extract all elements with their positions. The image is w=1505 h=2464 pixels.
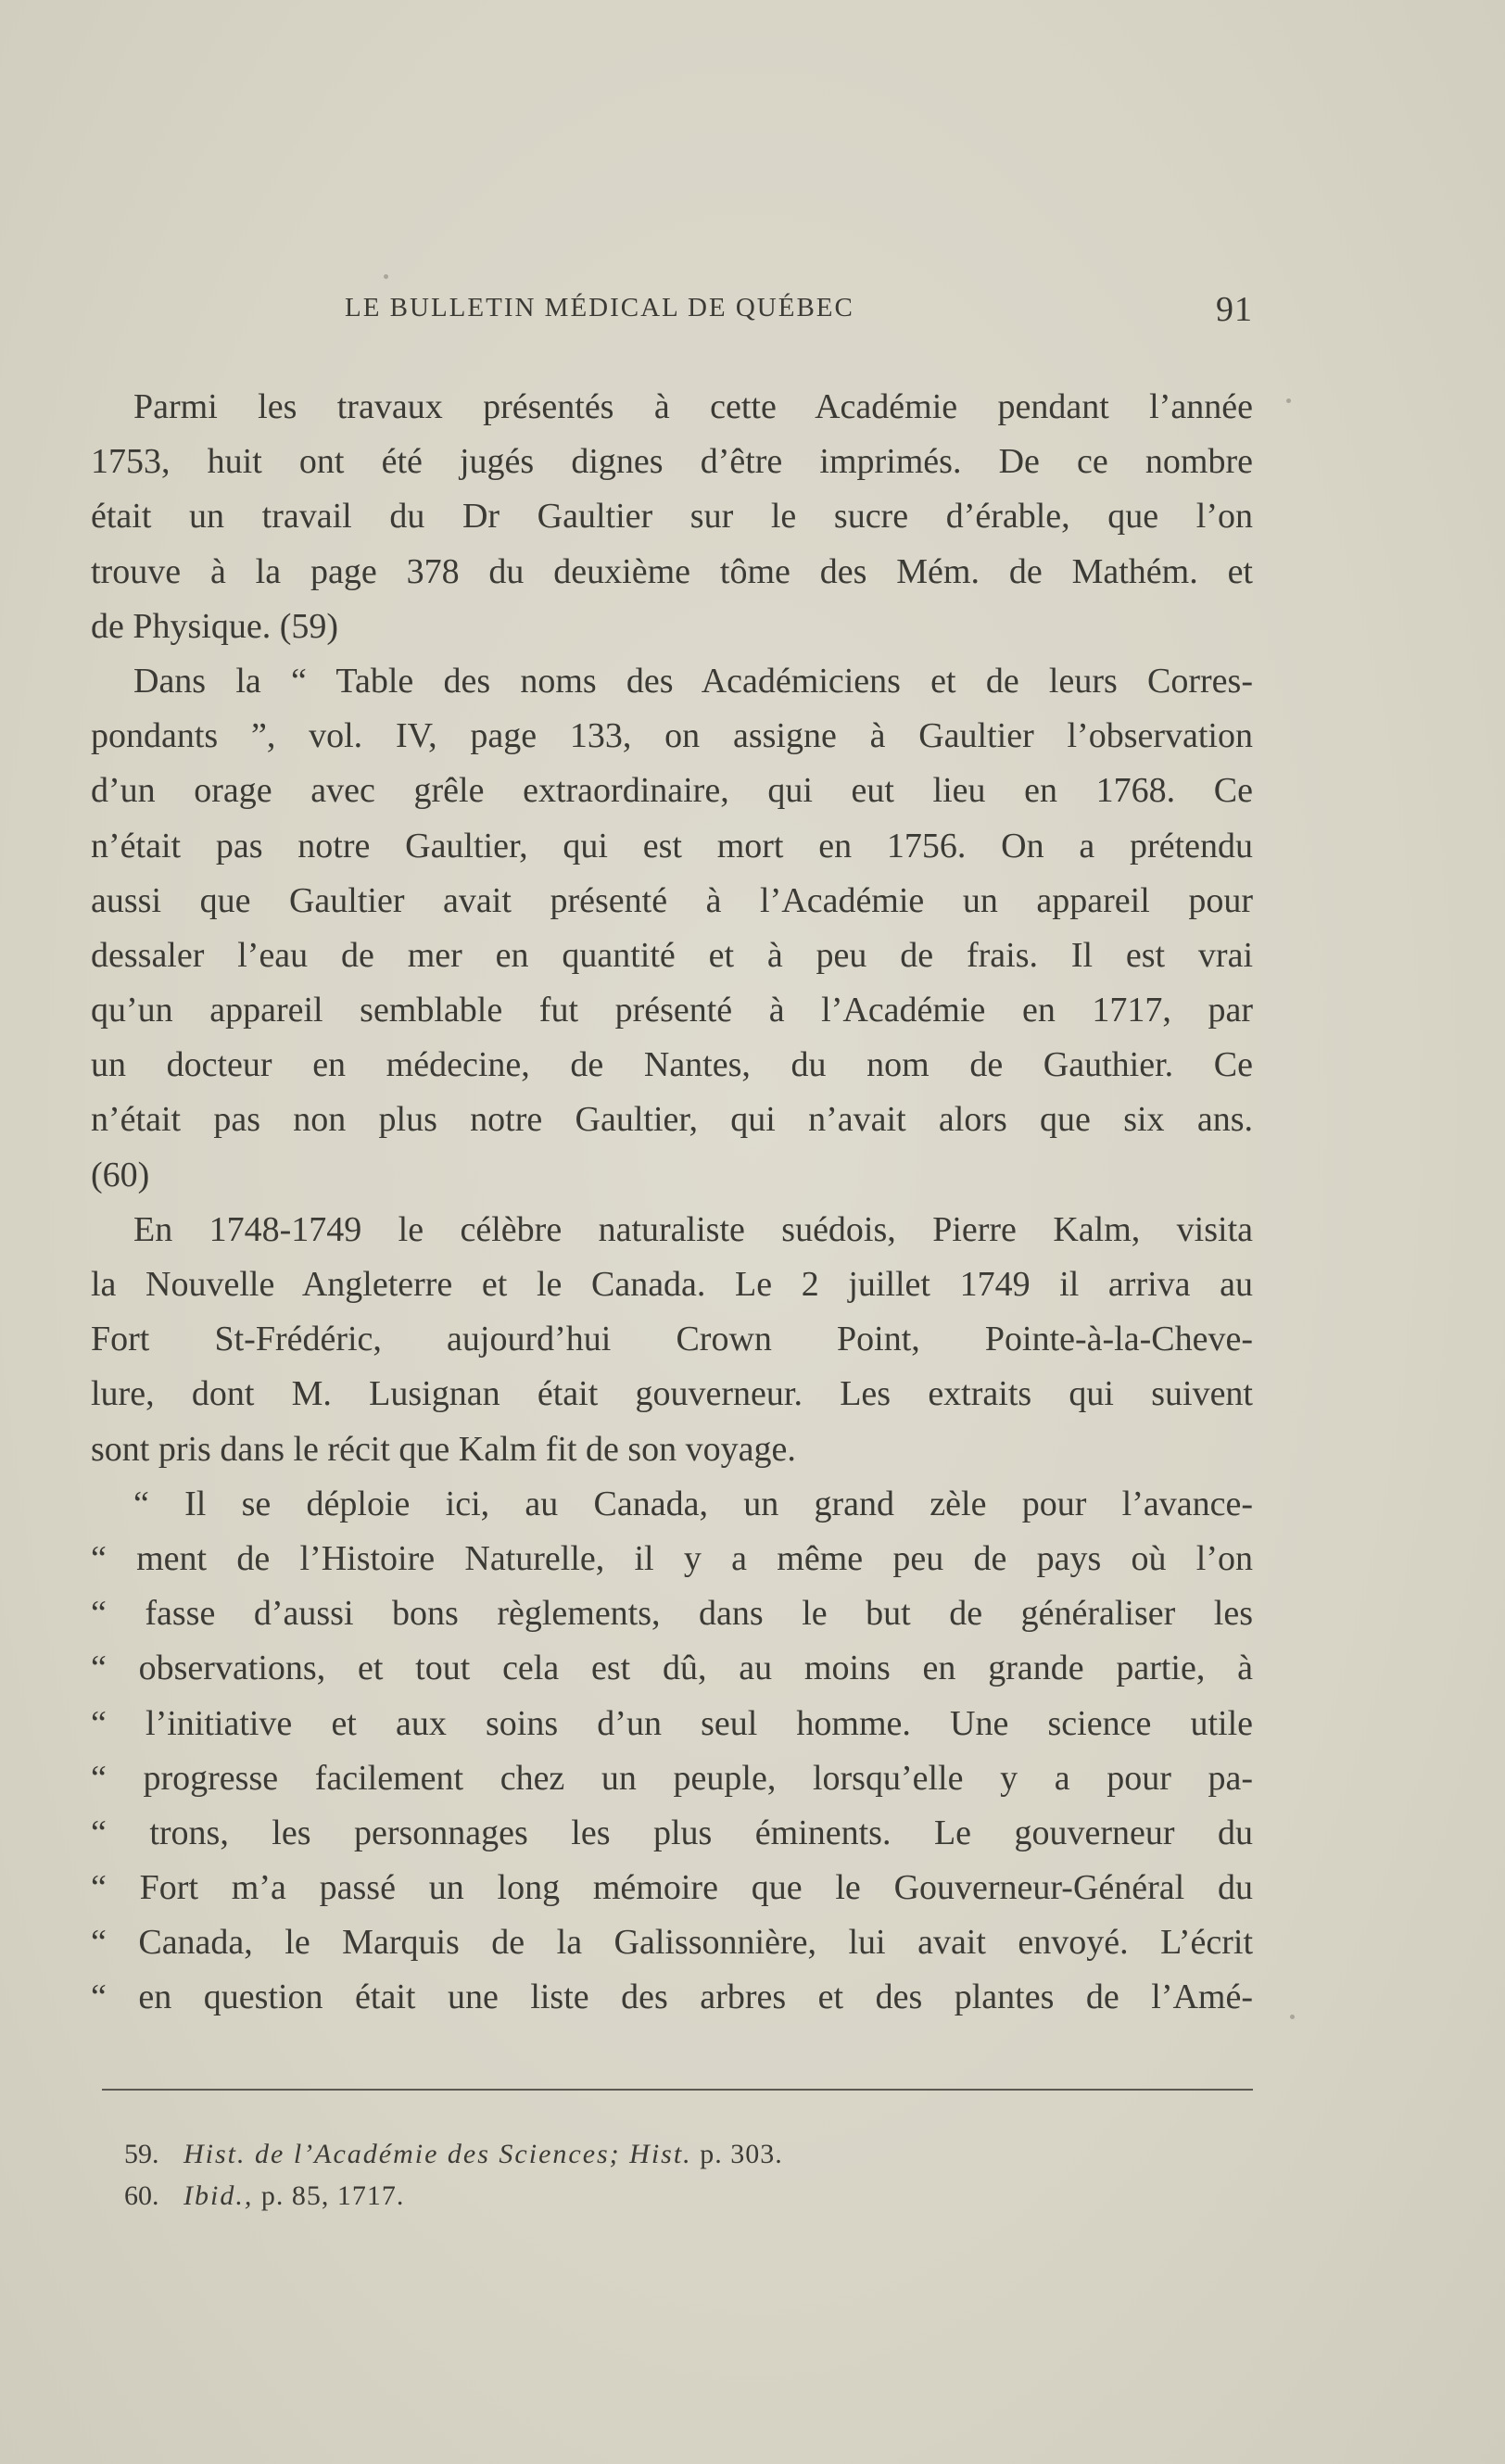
running-title: LE BULLETIN MÉDICAL DE QUÉBEC	[345, 293, 854, 322]
footnote	[124, 2133, 1051, 2175]
text-line: Fort St-Frédéric, aujourd’hui Crown Point, Pointe-à-la-Cheve-	[91, 1320, 1253, 1359]
footnote	[124, 2175, 1051, 2217]
text-line: aussi que Gaultier avait présenté à l’Académie un appareil pour	[91, 880, 1253, 920]
text-line: dessaler l’eau de mer en quantité et à peu de frais. Il est vrai	[91, 935, 1253, 975]
quote-line: “ trons, les personnages les plus éminents. Le gouverneur du	[91, 1813, 1253, 1852]
footnote-reference: p. 303.	[691, 2139, 783, 2169]
footnote-reference: p. 85, 1717.	[253, 2180, 405, 2211]
footnote-number: 60.	[124, 2180, 159, 2211]
text-line: Dans la “ Table des noms des Académiciens et de leurs Corres-	[133, 661, 1253, 701]
text-line: de Physique. (59)	[91, 606, 339, 646]
quote-line: “ en question était une liste des arbres et des plantes de l’Amé-	[91, 1978, 1253, 2017]
footnote-number: 59.	[124, 2139, 159, 2169]
quote-line: “ Fort m’a passé un long mémoire que le Gouverneur-Général du	[91, 1868, 1253, 1908]
quote-line: “ Canada, le Marquis de la Galissonnière, lui avait envoyé. L’écrit	[91, 1923, 1253, 1963]
text-line: la Nouvelle Angleterre et le Canada. Le 2 juillet 1749 il arriva au	[91, 1265, 1253, 1304]
quote-line: “ l’initiative et aux soins d’un seul homme. Une science utile	[91, 1703, 1253, 1743]
text-line: sont pris dans le récit que Kalm fit de son voyage.	[91, 1429, 796, 1469]
footnote-source: Ibid.,	[183, 2180, 254, 2211]
quote-line: “ observations, et tout cela est dû, au moins en grande partie, à	[91, 1649, 1253, 1688]
page-number: 91	[1216, 290, 1253, 329]
text-line: qu’un appareil semblable fut présenté à l’Académie en 1717, par	[91, 991, 1253, 1030]
quote-line: “ progresse facilement chez un peuple, lorsqu’elle y a pour pa-	[91, 1758, 1253, 1798]
paper-speck	[384, 274, 388, 279]
body-text	[91, 380, 1253, 2026]
footnote-divider	[102, 2089, 1253, 2091]
text-line: lure, dont M. Lusignan était gouverneur. Les extraits qui suivent	[91, 1374, 1253, 1414]
text-line: un docteur en médecine, de Nantes, du nom de Gauthier. Ce	[91, 1045, 1253, 1085]
text-line: (60)	[91, 1155, 150, 1194]
text-line: n’était pas non plus notre Gaultier, qui n’avait alors que six ans.	[91, 1100, 1253, 1140]
running-head	[345, 290, 1253, 334]
text-line: pondants ”, vol. IV, page 133, on assigne à Gaultier l’observation	[91, 716, 1253, 756]
paper-speck	[1290, 2015, 1295, 2019]
quote-line: “ ment de l’Histoire Naturelle, il y a même peu de pays où l’on	[91, 1538, 1253, 1578]
text-line: Parmi les travaux présentés à cette Académie pendant l’année	[133, 387, 1253, 426]
quote-line: “ fasse d’aussi bons règlements, dans le but de généraliser les	[91, 1594, 1253, 1634]
text-line: En 1748-1749 le célèbre naturaliste suédois, Pierre Kalm, visita	[133, 1209, 1253, 1249]
text-line: était un travail du Dr Gaultier sur le sucre d’érable, que l’on	[91, 497, 1253, 537]
text-line: trouve à la page 378 du deuxième tôme des Mém. de Mathém. et	[91, 551, 1253, 591]
footnotes	[124, 2133, 1051, 2217]
text-line: n’était pas notre Gaultier, qui est mort en 1756. On a prétendu	[91, 826, 1253, 866]
footnote-source: Hist. de l’Académie des Sciences; Hist.	[183, 2139, 692, 2169]
paper-speck	[1286, 398, 1291, 403]
text-line: 1753, huit ont été jugés dignes d’être imprimés. De ce nombre	[91, 442, 1253, 482]
quote-line: “ Il se déploie ici, au Canada, un grand zèle pour l’avance-	[133, 1484, 1253, 1523]
text-line: d’un orage avec grêle extraordinaire, qui eut lieu en 1768. Ce	[91, 771, 1253, 811]
